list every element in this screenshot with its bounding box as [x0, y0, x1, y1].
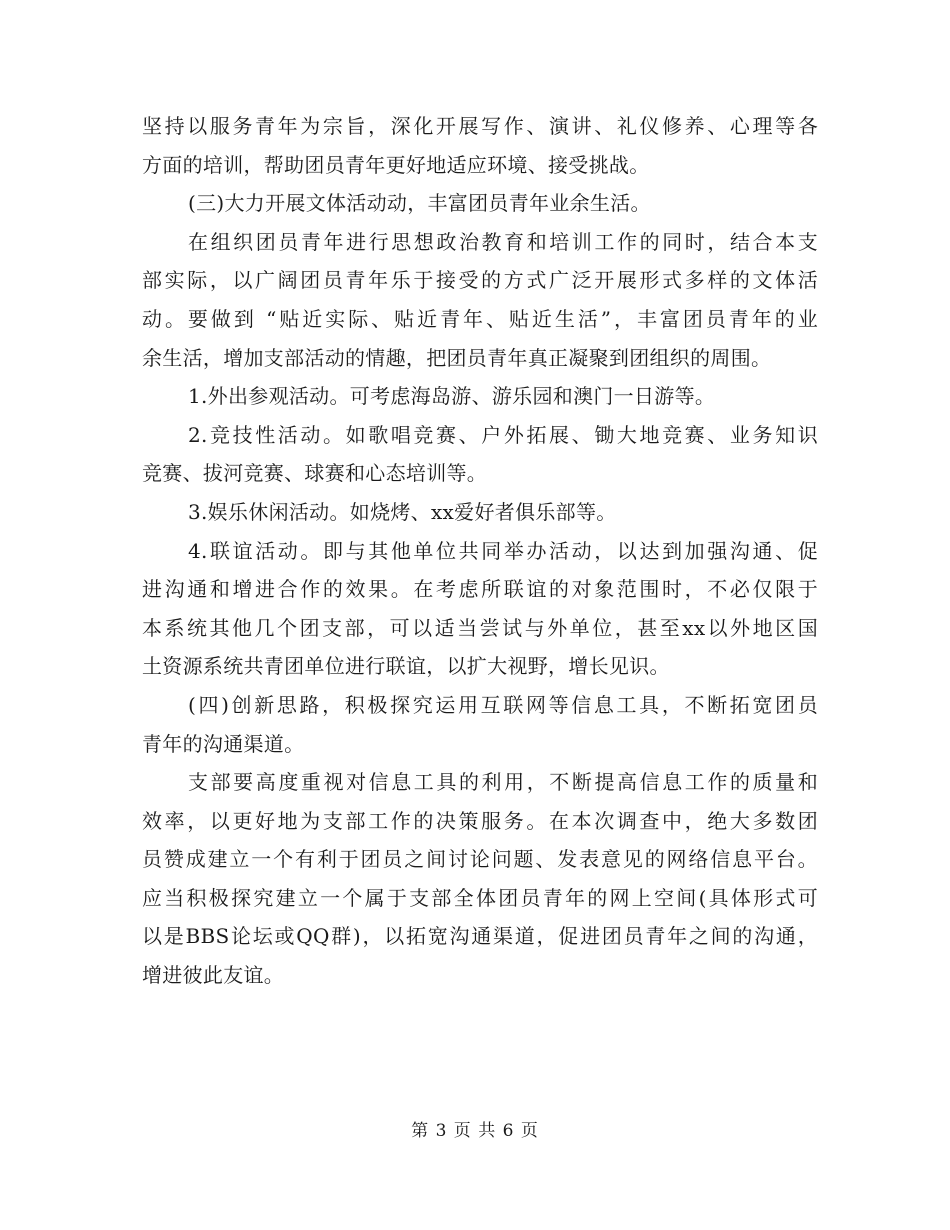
body-text: [142, 107, 818, 995]
text-line: (三)大力开展文体活动动，丰富团员青年业余生活。: [188, 191, 651, 216]
text-line: 2.竞技性活动。如歌唱竞赛、户外拓展、锄大地竞赛、业务知识: [188, 422, 818, 447]
text-line: (四)创新思路，积极探究运用互联网等信息工具，不断拓宽团员: [188, 692, 818, 717]
text-line: 部实际，以广阔团员青年乐于接受的方式广泛开展形式多样的文体活: [142, 268, 818, 293]
text-line: 4.联谊活动。即与其他单位共同举办活动，以达到加强沟通、促: [188, 538, 818, 563]
text-line: 效率，以更好地为支部工作的决策服务。在本次调查中，绝大多数团: [142, 808, 818, 833]
text-line: 应当积极探究建立一个属于支部全体团员青年的网上空间(具体形式可: [142, 885, 818, 910]
text-line: 进沟通和增进合作的效果。在考虑所联谊的对象范围时，不必仅限于: [142, 577, 818, 602]
text-line: 在组织团员青年进行思想政治教育和培训工作的同时，结合本支: [188, 229, 818, 254]
text-line: 本系统其他几个团支部，可以适当尝试与外单位，甚至xx以外地区国: [142, 615, 818, 640]
text-line: 余生活，增加支部活动的情趣，把团员青年真正凝聚到团组织的周围。: [142, 345, 772, 370]
page-footer: 第 3 页 共 6 页: [411, 1121, 539, 1141]
text-line: 竞赛、拔河竞赛、球赛和心态培训等。: [142, 461, 488, 486]
text-line: 3.娱乐休闲活动。如烧烤、xx爱好者俱乐部等。: [188, 499, 617, 524]
text-line: 1.外出参观活动。可考虑海岛游、游乐园和澳门一日游等。: [188, 384, 716, 409]
text-line: 方面的培训，帮助团员青年更好地适应环境、接受挑战。: [142, 152, 650, 177]
text-line: 支部要高度重视对信息工具的利用，不断提高信息工作的质量和: [188, 770, 818, 795]
text-line: 动。要做到 “贴近实际、贴近青年、贴近生活”，丰富团员青年的业: [142, 306, 818, 331]
text-line: 员赞成建立一个有利于团员之间讨论问题、发表意见的网络信息平台。: [142, 847, 818, 872]
text-line: 坚持以服务青年为宗旨，深化开展写作、演讲、礼仪修养、心理等各: [142, 114, 818, 138]
text-line: 以是BBS论坛或QQ群)，以拓宽沟通渠道，促进团员青年之间的沟通，: [142, 924, 818, 949]
text-line: 土资源系统共青团单位进行联谊，以扩大视野，增长见识。: [142, 654, 670, 679]
text-line: 青年的沟通渠道。: [142, 731, 305, 756]
text-line: 增进彼此友谊。: [142, 963, 285, 988]
